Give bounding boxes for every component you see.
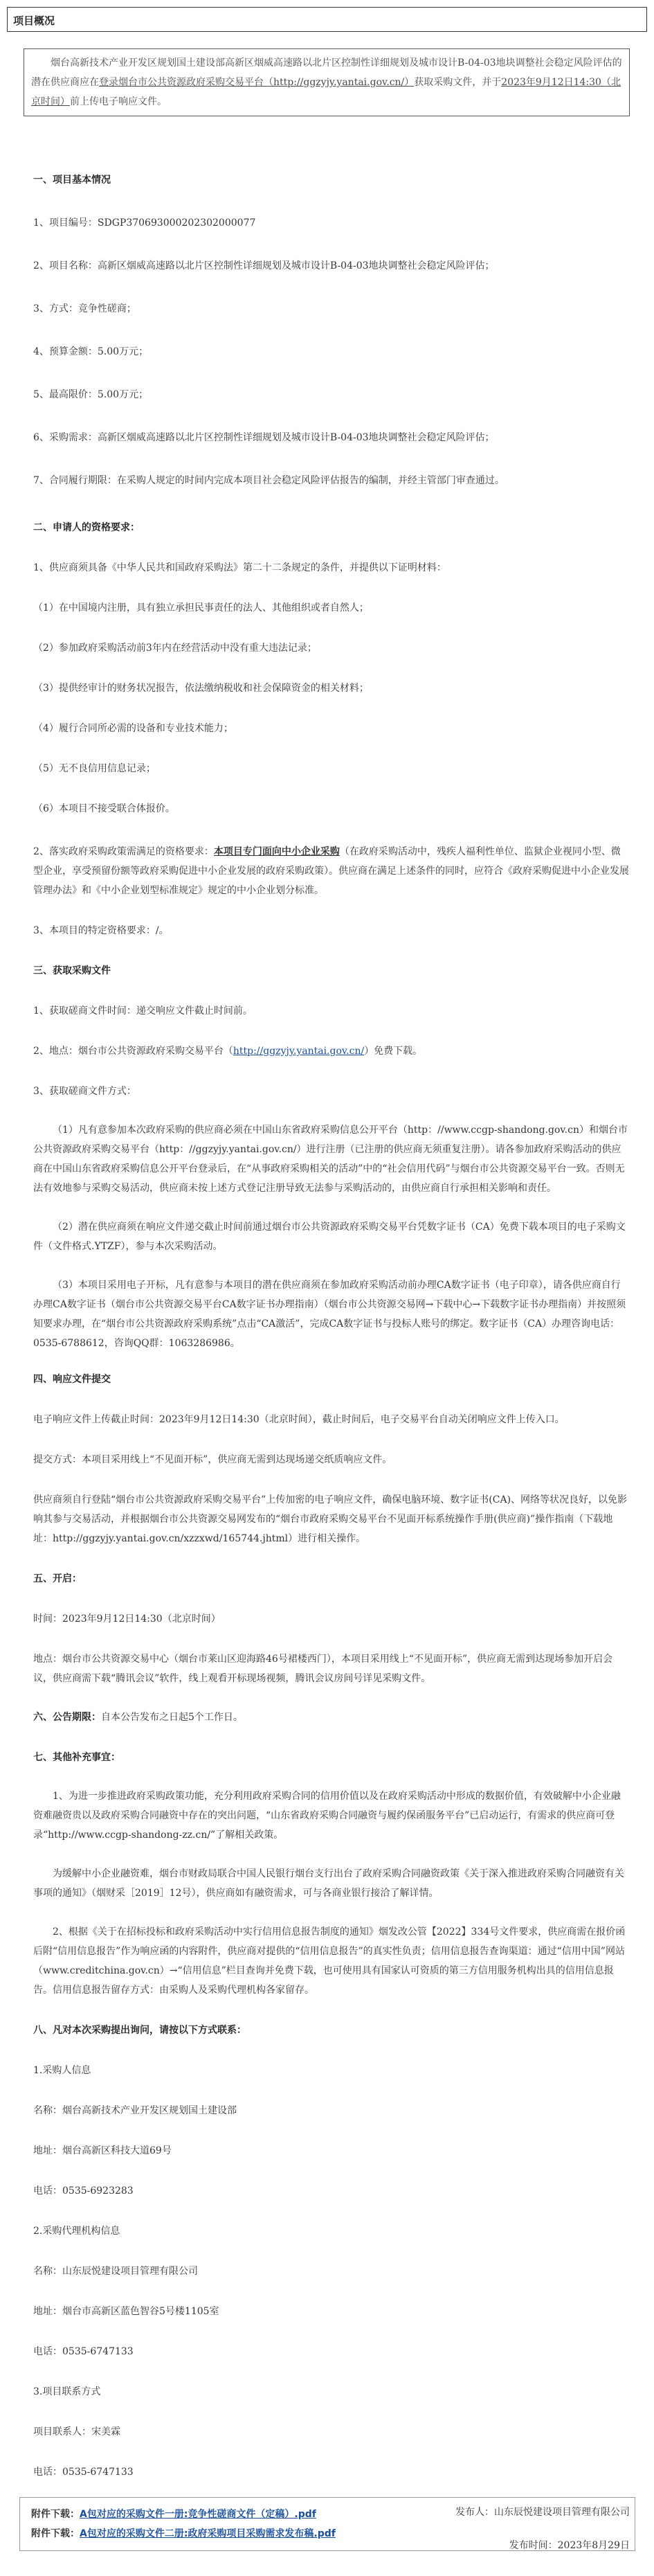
deadline-text: 2023年9月12日14:30（北京时间） — [31, 77, 621, 107]
submission-method: 提交方式：本项目采用线上“不见面开标”，供应商无需到达现场递交纸质响应文件。 — [33, 1454, 392, 1465]
agent-info-heading: 2.采购代理机构信息 — [33, 2226, 120, 2237]
project-item-4: 4、预算金额：5.00万元； — [33, 346, 149, 357]
attachment-row — [31, 2524, 624, 2543]
attachment-link-2[interactable]: A包对应的采购文件二册:政府采购项目采购需求发布稿.pdf — [80, 2528, 336, 2539]
section-6-title: 六、公告期限： — [33, 1712, 101, 1723]
contact-person: 项目联系人：宋美霖 — [33, 2426, 120, 2438]
section-1-title: 一、项目基本情况 — [33, 175, 111, 186]
project-item-7: 7、合同履行期限：在采购人规定的时间内完成本项目社会稳定风险评估报告的编制，并经主管部门审查通过。 — [33, 475, 505, 486]
policy-text-after: （在政府采购活动中，残疾人福利性单位、监狱企业视同小型、微型企业，享受预留份额等政府采购促进中小企业发展的政府采购政策）。供应商在满足上述条件的同时，应符合《政府采购促进中小企业发展管理办法》和《中小企业划型标准规定》规定的中小企业划分标准。 — [33, 846, 629, 896]
attachments-box — [19, 2497, 635, 2551]
supplement-1b: 为缓解中小企业融资难，烟台市财政局联合中国人民银行烟台支行出台了政府采购合同融资政策《关于深入推进政府采购合同融资有关事项的通知》（烟财采［2019］12号），供应商如有融资需求，可与各商业银行接洽了解详情。 — [33, 1868, 624, 1899]
qualification-condition-6: （6）本项目不接受联合体报价。 — [33, 803, 175, 814]
attachment-row — [31, 2505, 624, 2524]
contact-heading: 3.项目联系方式 — [33, 2386, 101, 2397]
obtain-method: 3、获取磋商文件方式： — [33, 1086, 136, 1097]
obtain-place — [33, 1041, 630, 1061]
attachment-label: 附件下载： — [31, 2528, 80, 2539]
agent-phone: 电话：0535-6747133 — [33, 2346, 134, 2357]
attachment-link-1[interactable]: A包对应的采购文件一册:竞争性磋商文件（定稿）.pdf — [80, 2509, 316, 2520]
policy-text-before: 2、落实政府采购政策需满足的资格要求： — [33, 846, 214, 857]
publish-date: 发布时间：2023年8月29日 — [509, 2540, 630, 2551]
buyer-phone: 电话：0535-6923283 — [33, 2185, 134, 2197]
qualification-condition-3: （3）提供经审计的财务状况报告，依法缴纳税收和社会保障资金的相关材料； — [33, 683, 369, 694]
project-item-5: 5、最高限价：5.00万元； — [33, 389, 149, 400]
announcement-period: 自本公告发布之日起5个工作日。 — [101, 1712, 243, 1723]
buyer-address: 地址：烟台高新区科技大道69号 — [33, 2145, 172, 2156]
submission-deadline: 电子响应文件上传截止时间：2023年9月12日14:30（北京时间），截止时间后，电子交易平台自动关闭响应文件上传入口。 — [33, 1414, 565, 1425]
section-2-title: 二、申请人的资格要求： — [33, 522, 140, 533]
qualification-condition-5: （5）无不良信用信息记录； — [33, 763, 156, 774]
section-8-title: 八、凡对本次采购提出询问，请按以下方式联系： — [33, 2025, 246, 2036]
attachment-label: 附件下载： — [31, 2509, 80, 2520]
submission-instructions: 供应商须自行登陆“烟台市公共资源政府采购交易平台”上传加密的电子响应文件，确保电脑环境、数字证书(CA)、网络等状况良好，以免影响其参与交易活动，并根据烟台市公共资源交易网发布的“烟台市政府采购交易平台不见面开标系统操作手册(供应商)”操作指南（下载地址：http://ggzyjy.yantai.gov.cn/xzzxwd/165744.jhtml）进行相关操作。 — [33, 1494, 628, 1544]
sme-emphasis: 本项目专门面向中小企业采购 — [213, 846, 340, 857]
qualification-condition-2: （2）参加政府采购活动前3年内在经营活动中没有重大违法记录； — [33, 643, 317, 654]
special-requirement: 3、本项目的特定资格要求：/。 — [33, 925, 169, 936]
section-header — [7, 7, 647, 32]
agent-name: 名称：山东辰悦建设项目管理有限公司 — [33, 2266, 198, 2277]
publisher: 发布人：山东辰悦建设项目管理有限公司 — [455, 2507, 630, 2518]
contact-phone: 电话：0535-6747133 — [33, 2467, 134, 2478]
announcement-body — [33, 48, 630, 2555]
buyer-name: 名称：烟台高新技术产业开发区规划国土建设部 — [33, 2105, 237, 2116]
supplement-2: 2、根据《关于在招标投标和政府采购活动中实行信用信息报告制度的通知》烟发改公管【2022】334号文件要求，供应商需在报价函后附“信用信息报告”作为响应函的内容附件，供应商对提供的“信用信息报告”的真实性负责；信用信息报告查询渠道：通过“信用中国”网站（www.creditchina.gov.cn）→“信用信息”栏目查询并免费下载，也可使用具有国家认可资质的第三方信用服务机构出具的信用信息报告。信用信息报告留存方式：由采购人及采购代理机构各家留存。 — [33, 1926, 626, 1996]
intro-paragraph — [24, 48, 630, 116]
project-item-1: 1、项目编号：SDGP370693000202302000077 — [33, 217, 256, 229]
obtain-method-2: （2）潜在供应商须在响应文件递交截止时间前通过烟台市公共资源政府采购交易平台凭数字证书（CA）免费下载本项目的电子采购文件（文件格式.YTZF），参与本次采购活动。 — [33, 1222, 626, 1252]
obtain-method-1: （1）凡有意参加本次政府采购的供应商必须在中国山东省政府采购信息公开平台（http：//www.ccgp-shandong.gov.cn）和烟台市公共资源政府采购交易平台（http：//ggzyjy.yantai.gov.cn/）进行注册（已注册的供应商无须重复注册）。请各参加政府采购活动的供应商在中国山东省政府采购信息公开平台登录后，在“从事政府采购相关的活动”中的“社会信用代码”与烟台市公共资源交易平台一致。否则无法有效地参与采购交易活动，供应商未按上述方式登记注册导致无法参与采购活动的，由供应商自行承担相关影响和责任。 — [33, 1125, 628, 1194]
qualification-condition-4: （4）履行合同所必需的设备和专业技术能力； — [33, 723, 233, 734]
buyer-info-heading: 1.采购人信息 — [33, 2065, 91, 2076]
obtain-place-text: 2、地点：烟台市公共资源政府采购交易平台（ — [33, 1046, 233, 1057]
opening-place: 地点：烟台市公共资源交易中心（烟台市莱山区迎海路46号裙楼西门），本项目采用线上“不见面开标”，供应商无需到达现场参加开启会议，供应商需下载“腾讯会议”软件，线上观看开标现场视频，腾讯会议房间号详见采购文件。 — [33, 1654, 613, 1684]
section-4-title: 四、响应文件提交 — [33, 1374, 111, 1385]
opening-time: 时间：2023年9月12日14:30（北京时间） — [33, 1613, 221, 1625]
intro-text: 烟台高新技术产业开发区规划国土建设部高新区烟威高速路以北片区控制性详细规划及城市设计B-04-03地块调整社会稳定风险评估的潜在供应商应在 — [31, 57, 622, 88]
section-6 — [33, 1708, 630, 1727]
project-item-3: 3、方式：竞争性磋商； — [33, 303, 136, 314]
obtain-time: 1、获取磋商文件时间：递交响应文件截止时间前。 — [33, 1005, 253, 1017]
project-item-2: 2、项目名称：高新区烟威高速路以北片区控制性详细规划及城市设计B-04-03地块调整社会稳定风险评估； — [33, 260, 495, 271]
section-title: 项目概况 — [13, 15, 55, 27]
section-5-title: 五、开启： — [33, 1573, 82, 1584]
project-item-6: 6、采购需求：高新区烟威高速路以北片区控制性详细规划及城市设计B-04-03地块调整社会稳定风险评估； — [33, 432, 495, 443]
qualification-condition-1: （1）在中国境内注册，具有独立承担民事责任的法人、其他组织或者自然人； — [33, 602, 369, 614]
intro-text-after: 前上传电子响应文件。 — [70, 96, 167, 107]
section-3-title: 三、获取采购文件 — [33, 965, 111, 976]
section-7-title: 七、其他补充事宜： — [33, 1752, 120, 1763]
policy-requirement — [33, 842, 630, 900]
agent-address: 地址：烟台市高新区蓝色智谷5号楼1105室 — [33, 2306, 219, 2317]
obtain-method-3: （3）本项目采用电子开标，凡有意参与本项目的潜在供应商须在参加政府采购活动前办理CA数字证书（电子印章），请各供应商自行办理CA数字证书（烟台市公共资源交易平台CA数字证书办理指南）（烟台市公共资源交易网→下载中心→下载数字证书办理指南）并按照须知要求办理，在“烟台市公共资源政府采购系统”点击“CA激活”，完成CA数字证书与投标人账号的绑定。数字证书（CA）办理咨询电话：0535-6788612，咨询QQ群：1063286986。 — [33, 1280, 626, 1349]
intro-text-middle: 获取采购文件，并于 — [414, 77, 502, 88]
obtain-place-after: ）免费下载。 — [364, 1046, 423, 1057]
platform-link[interactable]: 登录烟台市公共资源政府采购交易平台（http://ggzyjy.yantai.gov.cn/） — [99, 77, 415, 88]
platform-url-link[interactable]: http://ggzyjy.yantai.gov.cn/ — [233, 1046, 365, 1057]
supplement-1: 1、为进一步推进政府采购政策功能，充分利用政府采购合同的信用价值以及在政府采购活动中形成的数据价值，有效破解中小企业融资难融资贵以及政府采购合同融资中存在的突出问题，“山东省政府采购合同融资与履约保函服务平台”已启动运行，有需求的供应商可登录“http://www.ccgp-shandong-zz.cn/”了解相关政策。 — [33, 1791, 621, 1841]
qualification-intro: 1、供应商须具备《中华人民共和国政府采购法》第二十二条规定的条件，并提供以下证明材料： — [33, 562, 446, 573]
